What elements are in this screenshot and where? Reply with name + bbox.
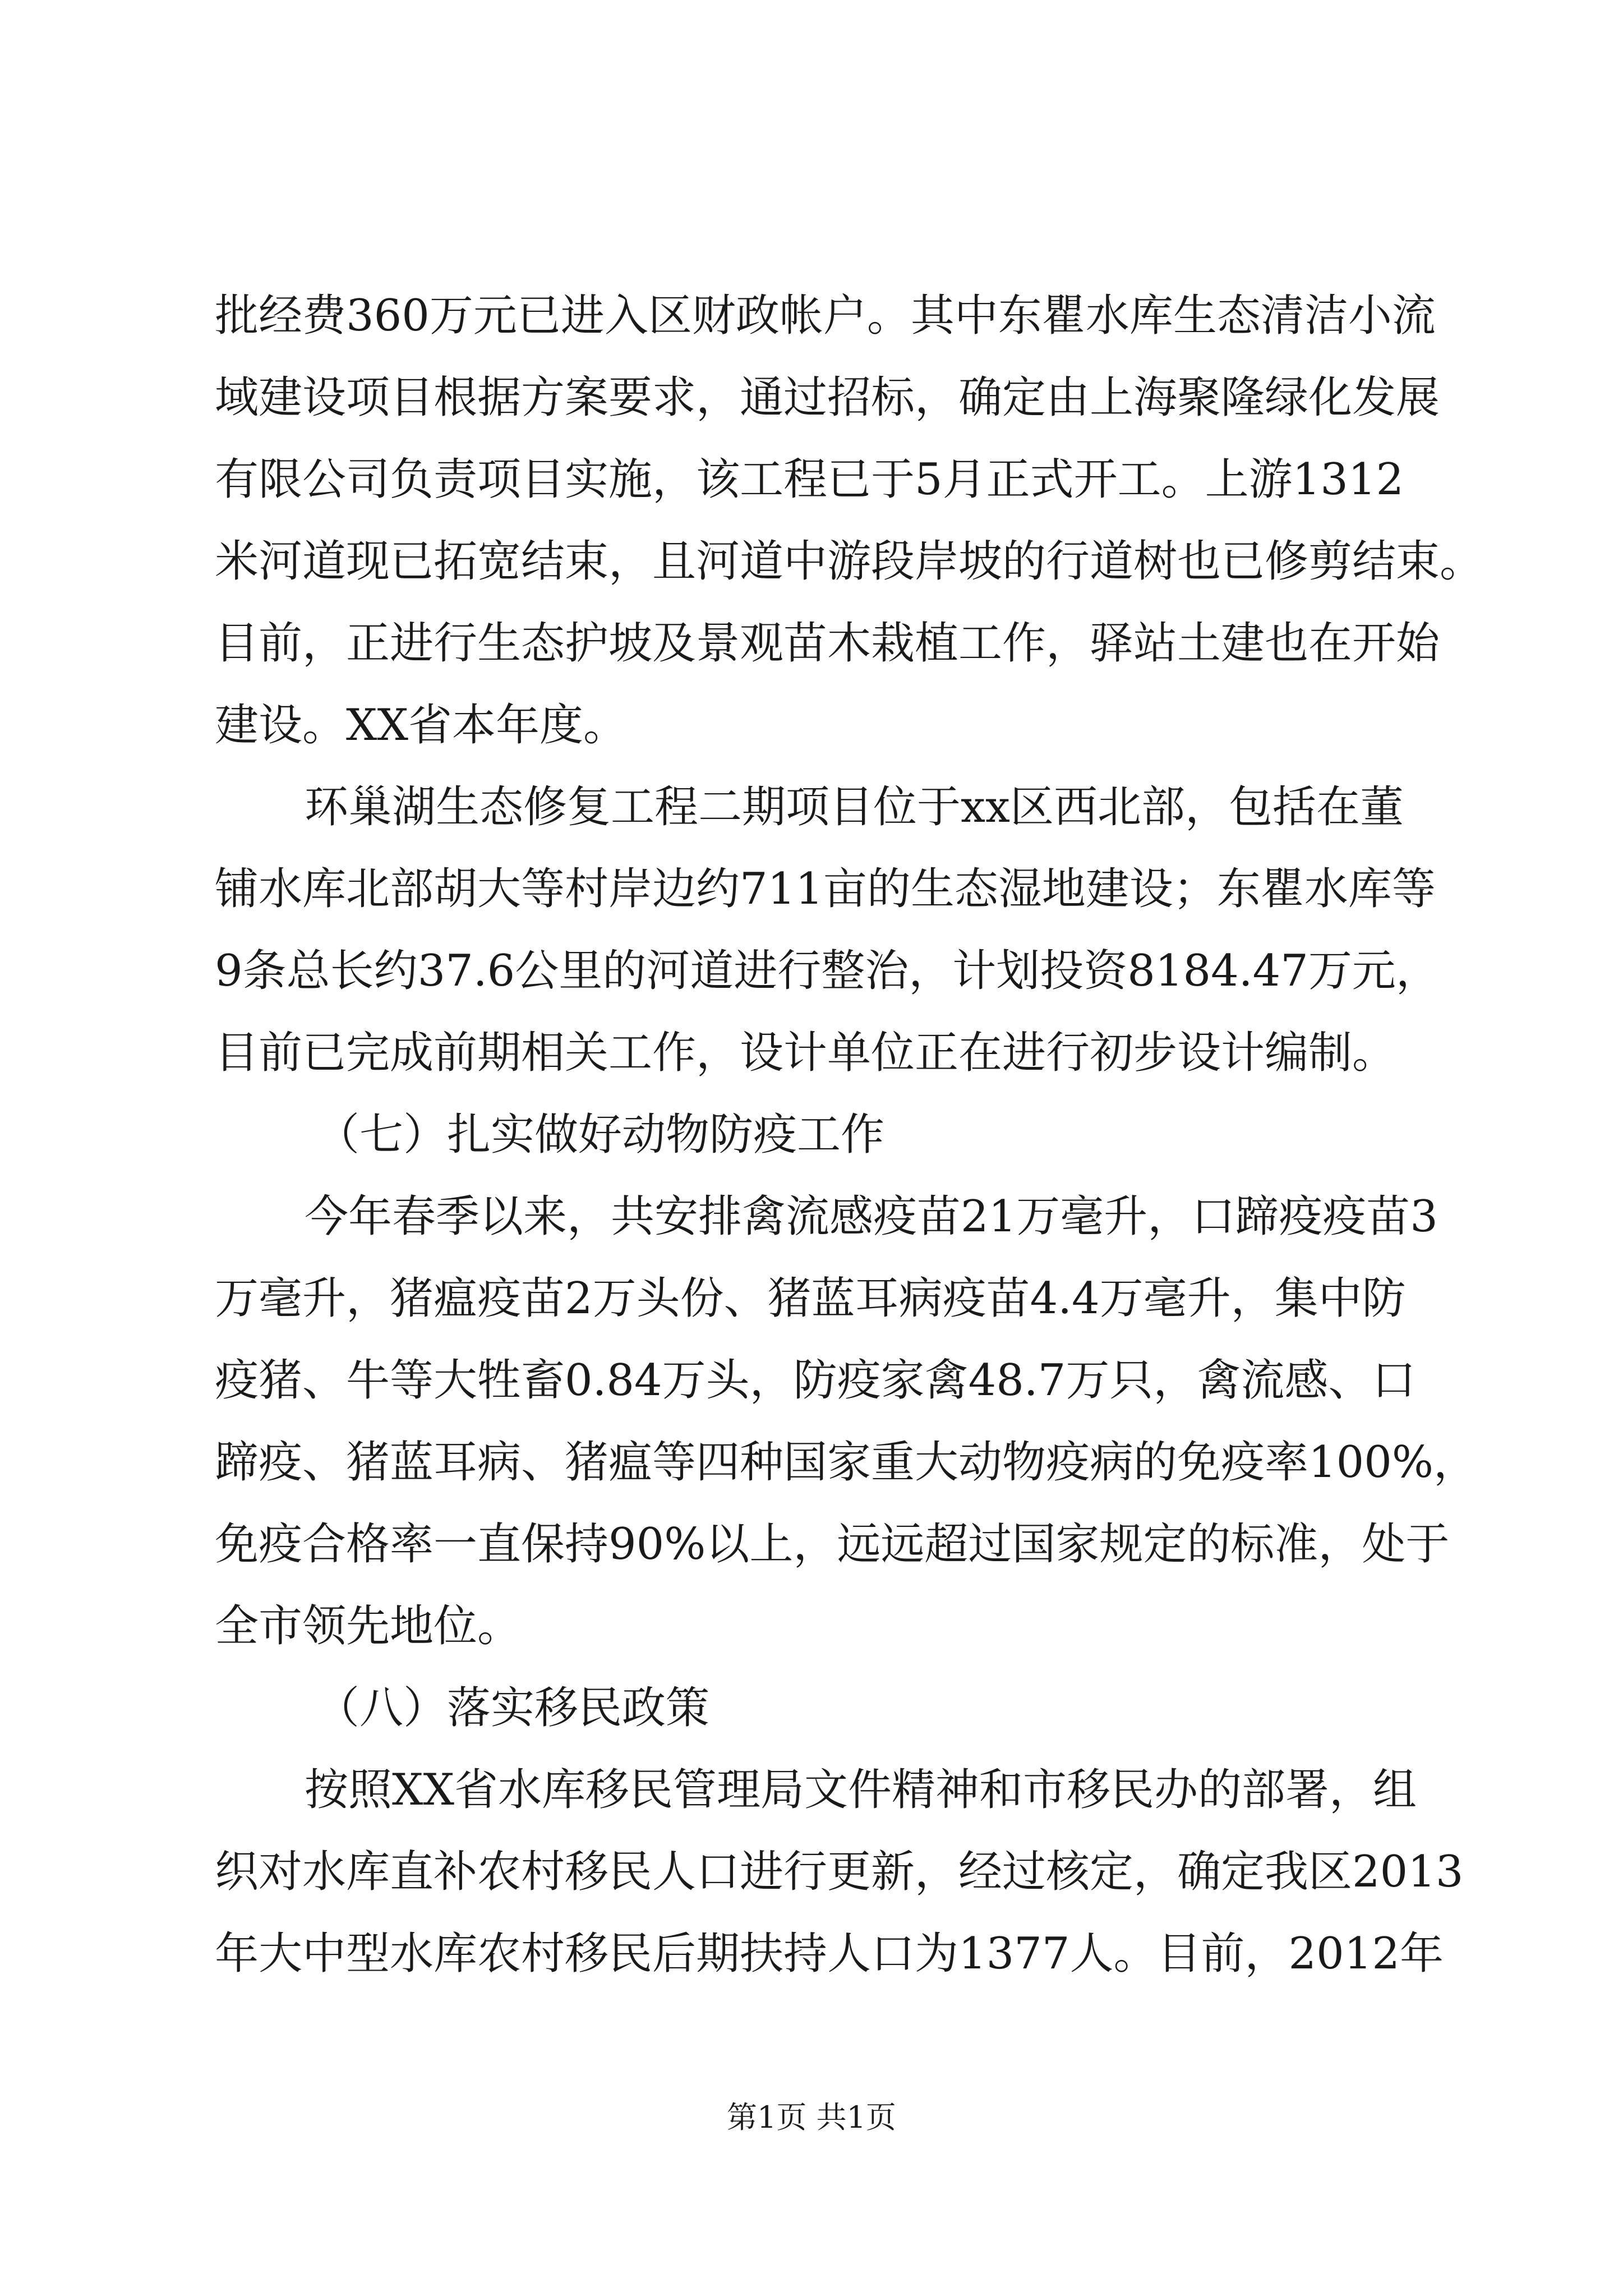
text-line: 有限公司负责项目实施，该工程已于5月正式开工。上游1312 (215, 454, 1404, 505)
text-line: 域建设项目根据方案要求，通过招标，确定由上海聚隆绿化发展 (215, 372, 1440, 423)
page-footer (0, 2098, 1623, 2137)
text-line: 万毫升，猪瘟疫苗2万头份、猪蓝耳病疫苗4.4万毫升，集中防 (215, 1273, 1406, 1324)
paragraph-first-line: 今年春季以来，共安排禽流感疫苗21万毫升，口蹄疫疫苗3 (305, 1191, 1438, 1242)
page-number-label: 第1页 共1页 (727, 2100, 896, 2135)
text-line: 铺水库北部胡大等村岸边约711亩的生态湿地建设；东瞿水库等 (215, 864, 1436, 914)
text-line: 目前，正进行生态护坡及景观苗木栽植工作，驿站土建也在开始 (215, 618, 1440, 669)
text-line: 目前已完成前期相关工作，设计单位正在进行初步设计编制。 (215, 1028, 1396, 1078)
section-heading: （八）落实移民政策 (316, 1683, 710, 1733)
paragraph-first-line: 环巢湖生态修复工程二期项目位于xx区西北部，包括在董 (305, 782, 1404, 832)
text-line: 全市领先地位。 (215, 1601, 522, 1651)
text-line: 建设。XX省本年度。 (215, 700, 628, 751)
text-line: 米河道现已拓宽结束，且河道中游段岸坡的行道树也已修剪结束。 (215, 536, 1484, 587)
document-body (215, 275, 1484, 1995)
paragraph-first-line: 按照XX省水库移民管理局文件精神和市移民办的部署，组 (305, 1765, 1417, 1815)
section-heading: （七）扎实做好动物防疫工作 (316, 1110, 885, 1160)
text-line: 年大中型水库农村移民后期扶持人口为1377人。目前，2012年 (215, 1929, 1444, 1979)
text-line: 9条总长约37.6公里的河道进行整治，计划投资8184.47万元， (215, 946, 1440, 996)
text-line: 批经费360万元已进入区财政帐户。其中东瞿水库生态清洁小流 (215, 291, 1436, 341)
text-line: 蹄疫、猪蓝耳病、猪瘟等四种国家重大动物疫病的免疫率100%， (215, 1437, 1477, 1488)
text-line: 疫猪、牛等大牲畜0.84万头，防疫家禽48.7万只，禽流感、口 (215, 1355, 1416, 1406)
text-line: 免疫合格率一直保持90%以上，远远超过国家规定的标准，处于 (215, 1519, 1450, 1570)
text-line: 织对水库直补农村移民人口进行更新，经过核定，确定我区2013 (215, 1847, 1464, 1897)
